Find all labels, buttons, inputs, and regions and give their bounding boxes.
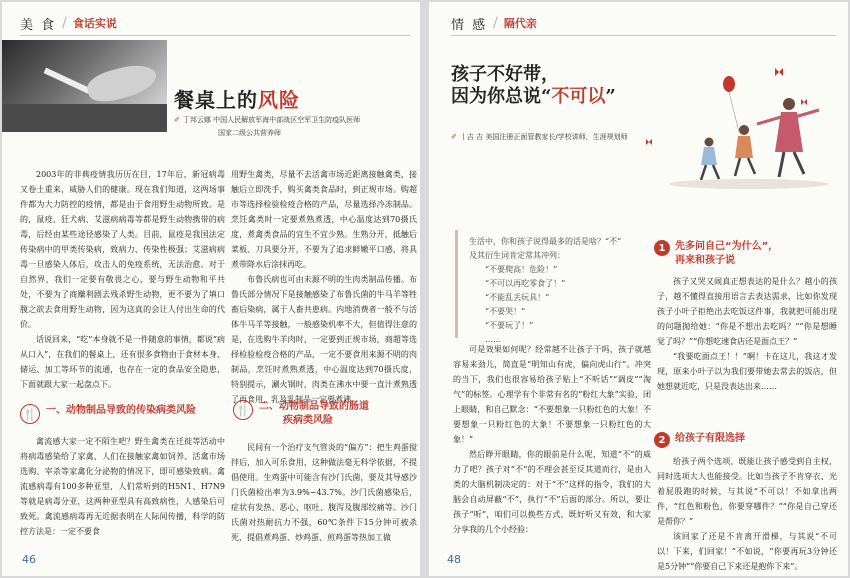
intro-line: “不可以再吃零食了！” (485, 279, 566, 288)
intro-line: “不要哭！” (485, 307, 526, 316)
heading-2-text: 给孩子有限选择 (675, 433, 745, 444)
ground-shadow (669, 179, 829, 189)
title-main: 餐桌上的 (174, 88, 258, 112)
intro-line: 及其衍生词肯定常其冲列： (469, 251, 565, 260)
paragraph: 布鲁氏病也可由未源不明的生肉类制品传播。布鲁氏部分情况下是接触感染了布鲁氏菌的牛马羊等牲畜后染病，属于人畜共患病。内地消费者一般不与活体牛马羊等接触，一般感染机率不大，但值得注意的是，在选购牛羊肉时，一定要到正规市场，商超等选择检验检疫合格的产品，一定不要食用来源不明的肉制品，烹饪时煮熟煮透，中心温度达到70摄氏度，特别提示，涮火锅时，肉类在沸水中要一直汁煮熟透了再食用，乳及乳制品一定要煮沸。 (231, 275, 417, 404)
title-highlight: 不可以 (551, 86, 606, 107)
pen-icon: ✐ (174, 116, 180, 124)
section-name: 美 食 (20, 17, 57, 33)
paragraph: 禽流感大家一定不陌生吧？野生禽类在迁徙等活动中将病毒感染给了家禽，人们在接触家禽如饲养、活禽市场选购、宰杀等家禽化分泌物的情况下，即可感染致病。禽流感病毒有100多种亚型，人们常听到的H5N1、H7N9等就是病毒分亚，这两种亚型具有高致病性，人感染后可致死。禽流感病毒再无近据表明在人际间传播，科学的防控方法是：一定不要食 (20, 437, 225, 536)
heading-1-line-1: 先多问自己“为什么”， (675, 241, 779, 252)
section-name: 情 感 (451, 17, 488, 33)
intro-block (469, 235, 654, 347)
intro-bar (455, 230, 458, 338)
title-line-1: 孩子不好带， (451, 64, 559, 85)
header-divider: / (493, 15, 498, 31)
title-line-2 (451, 86, 616, 108)
subheading-2-text (259, 400, 369, 428)
left-page (2, 2, 420, 576)
heading-1-text (675, 240, 778, 268)
column-name: 食话实说 (72, 17, 117, 30)
pen-icon: ✐ (451, 133, 457, 141)
intro-line: “不要爬高！危险！” (485, 265, 558, 274)
author-line: 丨吉 吉 美国注册正面管教家长/学校讲师，生涯规划师 (459, 133, 628, 141)
title-highlight: 风险 (258, 88, 300, 112)
body-column-1-cont (20, 434, 225, 539)
paragraph: 该回家了还是不肯离开滑梯，与其说“不可以！下来，们回家！”不如说，“你要再玩3分钟还是5分钟”“你要自己下来还是抱你下来”。 (657, 532, 837, 571)
body-column-2b (657, 454, 837, 574)
title-post: ” (605, 86, 616, 107)
body-column-2 (231, 167, 417, 407)
fork-knife-icon: 🍴 (233, 400, 253, 420)
subheading-1 (20, 404, 196, 424)
page-number: 48 (447, 553, 461, 566)
author-info (174, 114, 414, 140)
paragraph: 用野生禽类，尽量不去活禽市场近距离接触禽类，接触后立即洗手，购买禽类食品时，到正规市场。购超市等选择检验检疫合格的产品，尽量选择冷冻制品。烹饪禽类时一定要煮熟煮透，中心温度达到70摄氏度，煮禽类食品的宜生不宜少熟。生熟分开，抵触后菜板、刀具要分开，不要为了追求鲜嫩平口感，将具煮带降水后涂抹再吃。 (231, 170, 417, 269)
header-rule (20, 35, 410, 36)
balloon-icon (723, 76, 739, 132)
cutting-board-shape (2, 104, 167, 132)
heading-1-line-2: 再来和孩子说 (675, 255, 735, 266)
subheading-2-line-1: 二、动物制品导致的肠道 (259, 401, 369, 412)
paragraph: 然后睁开眼睛，你的眼前是什么呢，知道“不”的威力了吧？孩子对“不”的不理会甚至反其道而行，是由人类的大脑机制决定的：对于“不”这样的指令，我们的大脑会自动屏蔽“不”，执行“不”后面的部分。所以，要让孩子“听”，咱们可以换些方式，既好听又有效，和大家分享我的几个小经验： (453, 450, 651, 534)
header-rule (451, 35, 836, 36)
subheading-2-line-2: 疾病类风险 (283, 415, 333, 426)
subheading-2 (233, 400, 369, 428)
body-column-1 (453, 342, 651, 537)
author-info (451, 132, 628, 142)
page-number: 46 (22, 553, 36, 566)
body-column-2-cont (231, 440, 417, 545)
intro-line: …… (485, 335, 501, 344)
paragraph: 2003年的非典疫情我历历在目，17年后，新冠病毒又卷土重来，威胁人们的健康。现在我们知道，这两场事件都为大力防控的疫情，都是由于食用野生动物所致。是的，鼠疫、狂犬病、艾滋病病毒等都是野生动物携带的病毒，后经由某些途径感染了人类。目前，鼠疫是我国法定传染病中的甲类传染病，致病力、传染性极强；艾滋病病毒一旦感染人体后，攻击人的免疫系统，无法治愈。对于自然界，我们一定要有敬畏之心，要与野生动物和平共处，不要为了商赚利剧去残杀野生动物，更不要为了填口腹之欲去食用野生动物，因为这真的会让人付出生命的代价。 (20, 170, 225, 329)
number-badge: 1 (654, 240, 670, 256)
subheading-1-text: 一、动物制品导致的传染病类风险 (46, 405, 196, 416)
left-header (20, 12, 117, 34)
numbered-heading-2 (654, 432, 745, 448)
author-line-1: 丁邦云娜 中国人民解放军海中部战区空军卫生防疫队医师 (182, 116, 361, 124)
fork-knife-icon: 🍴 (20, 404, 40, 424)
paragraph: 可是效果如何呢？经常越不让孩子干吗，孩子就越容易来劲儿，简直是“明知山有虎，偏向虎山行”。冲突的当下，我们也很容易给孩子贴上“不听话”“调皮”“淘气”的标签。心理学有个非常有名的“粉红大象”实验，闭上眼睛，和自己默念：“不要想象一只粉红色的大象！不要想象一只粉红色的大象！不要想象一只粉红色的大象！” (453, 345, 651, 444)
header-divider: / (62, 15, 67, 31)
paragraph: 孩子又哭又闹真正想表达的是什么？越小的孩子，越不懂得直接用语言去表达需求，比如你发现孩子小叶子拒绝出去吃饭这件事，我就把可能出现的问题抛给她：“你是不想出去吃吗？”“你是想睡觉了吗？”“你想吃速食店还是面点王？” (657, 277, 837, 346)
intro-line: 生活中，你和孩子说得最多的话是啥？“不” (469, 237, 622, 246)
hand-shape (84, 59, 159, 106)
grandma-figure (757, 98, 819, 177)
paragraph: 话说回来，“吃”本身就不是一件随意的事情，都说“病从口入”，在我们的餐桌上，还有很多食物由于食材本身、储运、加工等环节的流通，也存在一定的食品安全隐患，下面就跟大家一起盘点下。 (20, 335, 225, 389)
right-header (451, 12, 537, 34)
child-figure-2 (701, 138, 719, 181)
intro-line: “不要玩了！” (485, 321, 534, 330)
article-title (174, 84, 300, 113)
number-badge: 2 (654, 432, 670, 448)
paragraph: “我要吃面点王！！”啊！卡在这儿，我这才发现，原来小叶子以为我们要带她去常去的饭店，但她想就近吃，只是没表达出来…… (657, 352, 837, 391)
numbered-heading-1 (654, 240, 778, 268)
paragraph: 民间有一个治疗支气管炎的“偏方”：把生鸡蛋搅拌后，加入可乐食用，这种做法毫无科学依据，不提倡使用。生鸡蛋中可能含有沙门氏菌，要及其导感沙门氏菌检出率为3.9%~43.7%。沙门氏菌感染后，症状有发热、恶心、呕吐、腹泻及腹部绞痛等。沙门氏菌对热耐抗力不强，60℃条件下15分钟可被杀死，提倡煮鸡蛋、炒鸡蛋、煎鸡蛋等热加工做 (231, 443, 417, 542)
family-illustration (629, 62, 839, 197)
right-page (429, 2, 848, 576)
column-name: 隔代亲 (503, 17, 537, 30)
cooking-photo (2, 40, 167, 132)
child-figure-1 (735, 125, 755, 176)
intro-line: “不能乱丢玩具！” (485, 293, 550, 302)
body-column-1 (20, 167, 225, 392)
body-column-2a (657, 274, 837, 394)
article-title (451, 64, 616, 108)
author-line-2: 国家二级公共营养师 (218, 129, 281, 137)
paragraph: 给孩子两个选项，既能让孩子感受到自主权，同时选项大人也能接受。比如当孩子不肯穿衣、光着屁股跑的时候，与其说“不可以！不如拿出两件，“红色和粉色，你要穿哪件？”“你是自己穿还是帮你？” (657, 457, 837, 526)
title-pre: 因为你总说“ (451, 86, 552, 107)
